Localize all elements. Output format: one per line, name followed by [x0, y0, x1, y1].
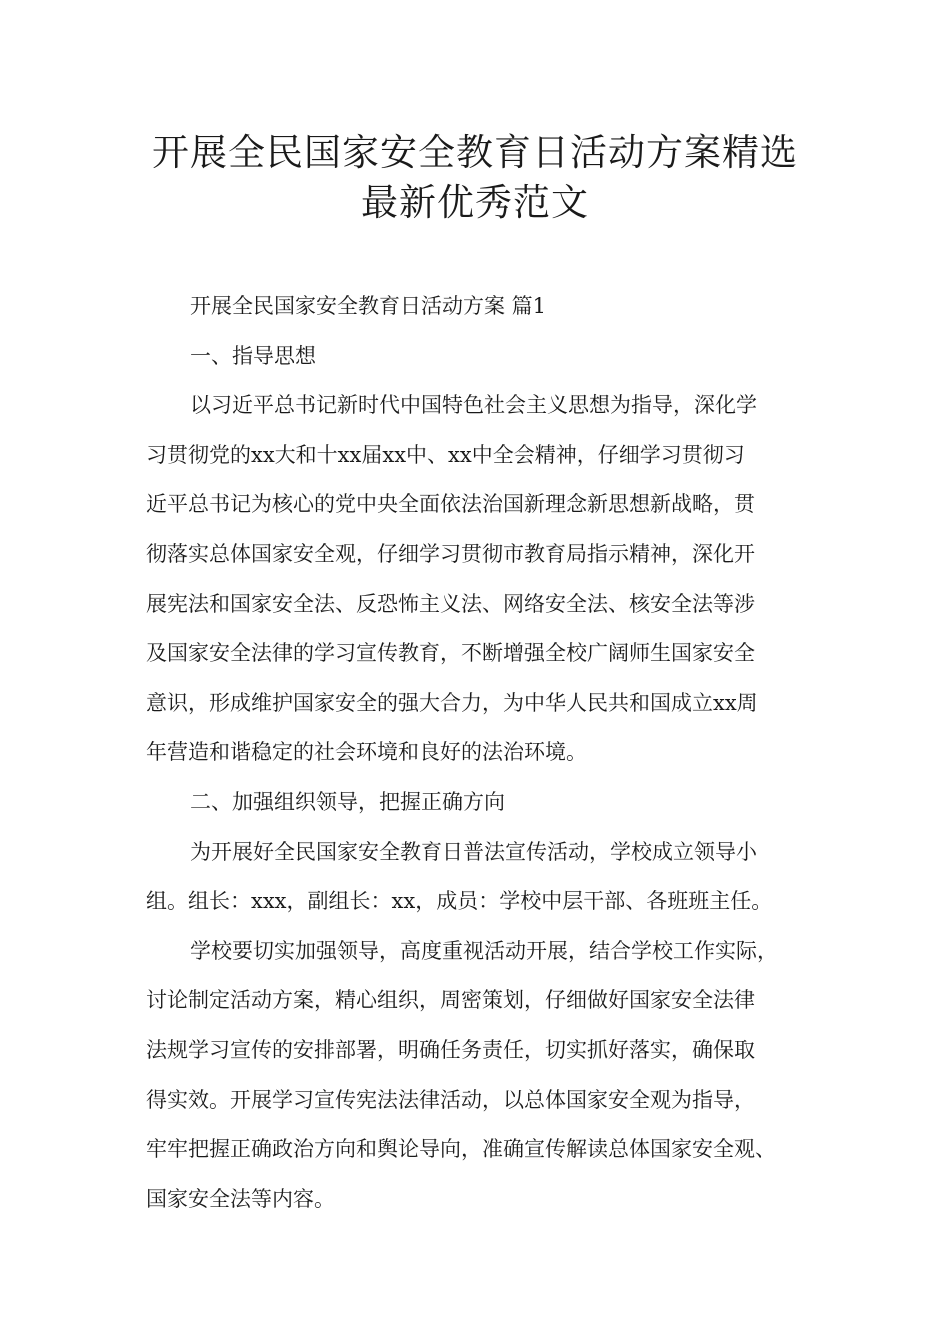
- body-line: 得实效。开展学习宣传宪法法律活动，以总体国家安全观为指导，: [146, 1087, 755, 1112]
- body-line: 牢牢把握正确政治方向和舆论导向，准确宣传解读总体国家安全观、: [146, 1137, 776, 1162]
- body-line: 意识，形成维护国家安全的强大合力，为中华人民共和国成立xx周: [146, 690, 758, 715]
- body-line: 讨论制定活动方案，精心组织，周密策划，仔细做好国家安全法律: [146, 988, 755, 1013]
- body-line: 组。组长：xxx，副组长：xx，成员：学校中层干部、各班班主任。: [146, 889, 773, 914]
- body-line: 为开展好全民国家安全教育日普法宣传活动，学校成立领导小: [190, 839, 757, 864]
- body-line: 以习近平总书记新时代中国特色社会主义思想为指导，深化学: [190, 393, 757, 418]
- body-line: 习贯彻党的xx大和十xx届xx中、xx中全会精神，仔细学习贯彻习: [146, 442, 745, 467]
- body-line: 二、加强组织领导，把握正确方向: [190, 789, 505, 814]
- body-line: 一、指导思想: [190, 343, 316, 368]
- body-line: 近平总书记为核心的党中央全面依法治国新理念新思想新战略，贯: [146, 492, 755, 517]
- body-line: 及国家安全法律的学习宣传教育，不断增强全校广阔师生国家安全: [146, 641, 755, 666]
- document-title-line-2: 最新优秀范文: [361, 181, 589, 224]
- body-line: 展宪法和国家安全法、反恐怖主义法、网络安全法、核安全法等涉: [146, 591, 755, 616]
- body-line: 年营造和谐稳定的社会环境和良好的法治环境。: [146, 740, 587, 765]
- document-title-line-1: 开展全民国家安全教育日活动方案精选: [152, 131, 798, 174]
- body-line: 学校要切实加强领导，高度重视活动开展，结合学校工作实际，: [190, 938, 778, 963]
- body-line: 彻落实总体国家安全观，仔细学习贯彻市教育局指示精神，深化开: [146, 541, 755, 566]
- body-line: 开展全民国家安全教育日活动方案 篇1: [190, 294, 547, 318]
- body-line: 法规学习宣传的安排部署，明确任务责任，切实抓好落实，确保取: [146, 1037, 755, 1062]
- body-line: 国家安全法等内容。: [146, 1186, 335, 1211]
- document-body: [146, 282, 826, 1224]
